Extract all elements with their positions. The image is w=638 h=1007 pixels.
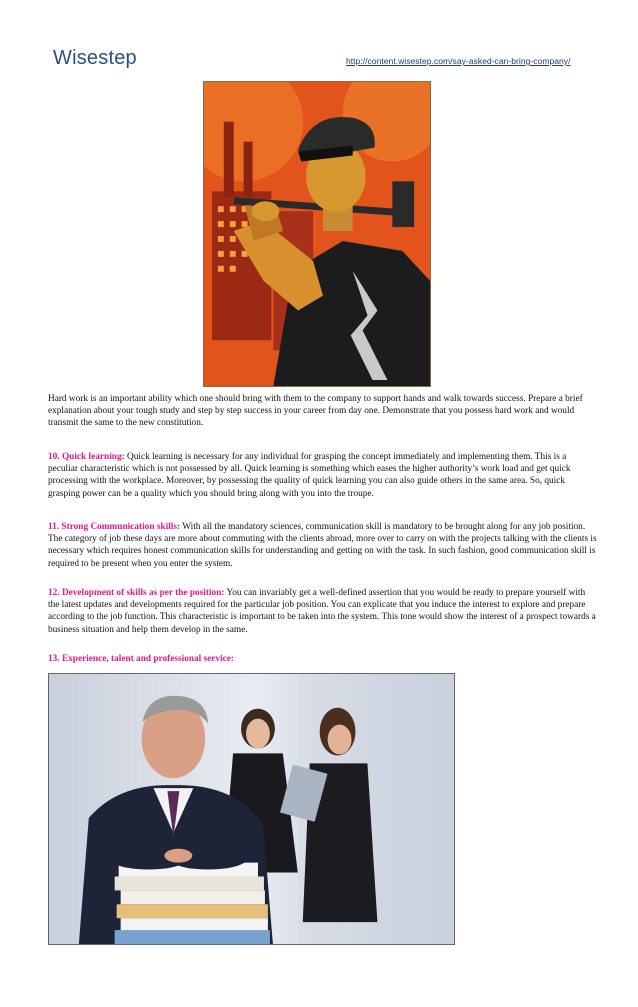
section-skill-development: [48, 587, 598, 636]
brand-title: Wisestep: [53, 47, 137, 69]
section-heading: 13. Experience, talent and professional service:: [48, 654, 235, 664]
section-heading: 12. Development of skills as per the position:: [48, 588, 225, 598]
office-photo-image: [48, 673, 455, 945]
section-body: With all the mandatory sciences, communication skill is mandatory to be brought along for any job position. The category of job these days are more about commuting with the clients abroad, more over to carry on with the projects talking with the clients is necessary which requires honest communication skills for understanding and getting on with the task. In such fashion, good communication skill is required to be present when you enter the system.: [48, 522, 597, 569]
intro-paragraph: Hard work is an important ability which one should bring with them to the company to support hands and walk towards success. Prepare a brief explanation about your tough study and step by step success in your career from day one. Demonstrate that you possess hard work and would transmit the same to the new constitution.: [48, 394, 583, 429]
section-heading: 10. Quick learning:: [48, 452, 125, 462]
section-body: Quick learning is necessary for any individual for grasping the concept immediately and implementing them. This is a peculiar characteristic which is not possessed by all. Quick learning is something which eases the higher authority’s work load and get quick processing with the workplace. Moreover, by possessing the quality of quick learning you can also guide others in the same area. So, quick grasping power can be a quality which you should bring along with you into the troupe.: [48, 452, 571, 499]
section-quick-learning: [48, 451, 598, 500]
source-link[interactable]: http://content.wisestep.com/say-asked-can-bring-company/: [346, 56, 571, 66]
section-experience: [48, 653, 598, 665]
section-body: You can invariably get a well-defined assertion that you would be ready to prepare yourself with the latest updates and developments required for the particular job position. You can explicate that you induce the interest to explore and prepare according to the job function. This characteristic is important to be taken into the system. This tone would show the interest of a prospect towards a business situation and help them develop in the same.: [48, 588, 596, 635]
worker-poster-image: [203, 81, 431, 387]
section-communication-skills: [48, 521, 598, 570]
section-heading: 11. Strong Communication skills:: [48, 522, 181, 532]
worker-poster-illustration: [204, 82, 430, 386]
office-photo-illustration: [49, 674, 454, 944]
